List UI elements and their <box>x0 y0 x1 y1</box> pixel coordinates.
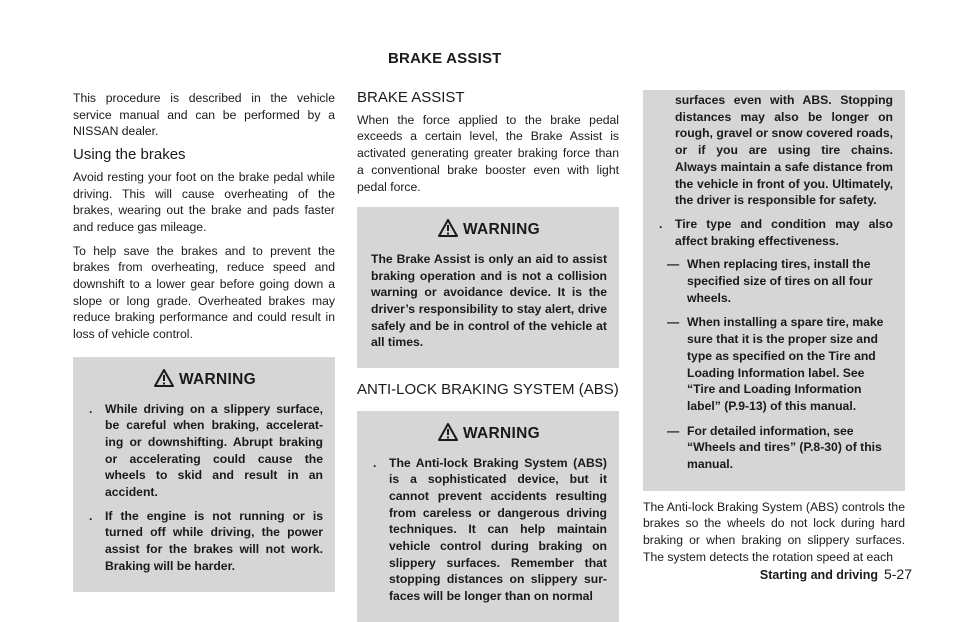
brakes-paragraph-1: Avoid resting your foot on the brake pedal while driving. This will cause overheating of the brakes, wearing out the brake and pads faster and reduce gas mileage. <box>73 169 335 234</box>
warning-heading <box>371 423 607 443</box>
warning-bullet-list <box>87 401 323 575</box>
dash-mark: — <box>667 257 680 272</box>
warning-dash-list <box>657 256 893 472</box>
warning-text: The Brake Assist is only an aid to assist braking operation and is not a collision warning or avoidance device. It is the driver’s responsibility to stay alert, drive safely and be in control of the vehicle at all times. <box>371 251 607 350</box>
bullet-mark: . <box>659 216 663 231</box>
dash-mark: — <box>667 315 680 330</box>
warning-box <box>73 357 335 592</box>
list-item: — When installing a spare tire, make sure that it is the proper size and type as specified on the Tire and Loading Information label. See “Tire and Loading Information label” (P.9-13) of this manual. <box>667 315 884 413</box>
footer-section-name: Starting and driving <box>759 568 878 582</box>
dash-mark: — <box>667 423 680 438</box>
list-item: . The Anti-lock Braking System (ABS) is a sophisticated device, but it cannot prevent accidents resulting from careless or dangerous driving techniques. It can help maintain vehicle control during braking on slippery surfaces. Remember that stopping distances on slippery sur-faces will be longer than on normal <box>373 455 607 604</box>
warning-triangle-icon <box>438 423 458 441</box>
page-number: 5-27 <box>883 566 912 582</box>
warning-bullet-list <box>371 455 607 605</box>
list-item: — For detailed information, see “Wheels and tires” (P.8-30) of this manual. <box>667 423 882 472</box>
warning-continued-text: surfaces even with ABS. Stopping distances may also be longer on rough, gravel or snow covered roads, or if you are using tire chains. Always maintain a safe distance from the vehicle in front of you. Ultimately, the driver is responsible for safety. <box>675 93 893 208</box>
warning-box <box>357 411 619 622</box>
warning-box-continued <box>643 90 905 491</box>
list-item: . While driving on a slippery surface, be careful when braking, accelerat-ing or downshifting. Abrupt braking or accelerating could cause the wheels to skid and result in an accident. <box>89 401 323 500</box>
brake-assist-paragraph: When the force applied to the brake pedal exceeds a certain level, the Brake Assist is activated generating greater braking force than a conventional brake booster even with light pedal force. <box>357 112 619 194</box>
intro-paragraph: This procedure is described in the vehicle service manual and can be performed by a NISSAN dealer. <box>73 91 335 139</box>
warning-title: WARNING <box>462 424 540 442</box>
bullet-mark: . <box>373 455 377 470</box>
abs-paragraph: The Anti-lock Braking System (ABS) controls the brakes so the wheels do not lock during hard braking or when braking on slippery surfaces. The system detects the rotation speed at each <box>643 499 905 564</box>
warning-box <box>357 207 619 368</box>
list-item: . If the engine is not running or is turned off while driving, the power assist for the brakes will not work. Braking will be harder. <box>89 508 323 573</box>
list-item: — When replacing tires, install the specified size of tires on all four wheels. <box>667 257 873 305</box>
page-header-title: BRAKE ASSIST <box>388 50 502 67</box>
warning-title: WARNING <box>178 370 256 388</box>
list-item: . Tire type and condition may also affect braking effectiveness. <box>659 216 893 248</box>
section-heading-abs: ANTI-LOCK BRAKING SYSTEM (ABS) <box>357 381 619 399</box>
section-heading-using-brakes: Using the brakes <box>73 146 186 164</box>
page-footer <box>760 566 912 582</box>
warning-heading <box>371 219 607 239</box>
bullet-mark: . <box>89 401 93 416</box>
column-3 <box>643 90 905 573</box>
warning-triangle-icon <box>438 219 458 237</box>
warning-bullet-list <box>657 216 893 249</box>
brakes-paragraph-2: To help save the brakes and to prevent the brakes from overheating, reduce speed and downshift to a lower gear before going down a slope or long grade. Overheated brakes may reduce braking performance and could result in loss of vehicle control. <box>73 243 335 342</box>
bullet-mark: . <box>89 508 93 523</box>
warning-title: WARNING <box>462 221 540 239</box>
column-2 <box>357 90 619 622</box>
warning-triangle-icon <box>154 369 174 387</box>
column-1 <box>73 90 335 600</box>
section-heading-brake-assist: BRAKE ASSIST <box>357 89 465 106</box>
warning-heading <box>87 369 323 389</box>
